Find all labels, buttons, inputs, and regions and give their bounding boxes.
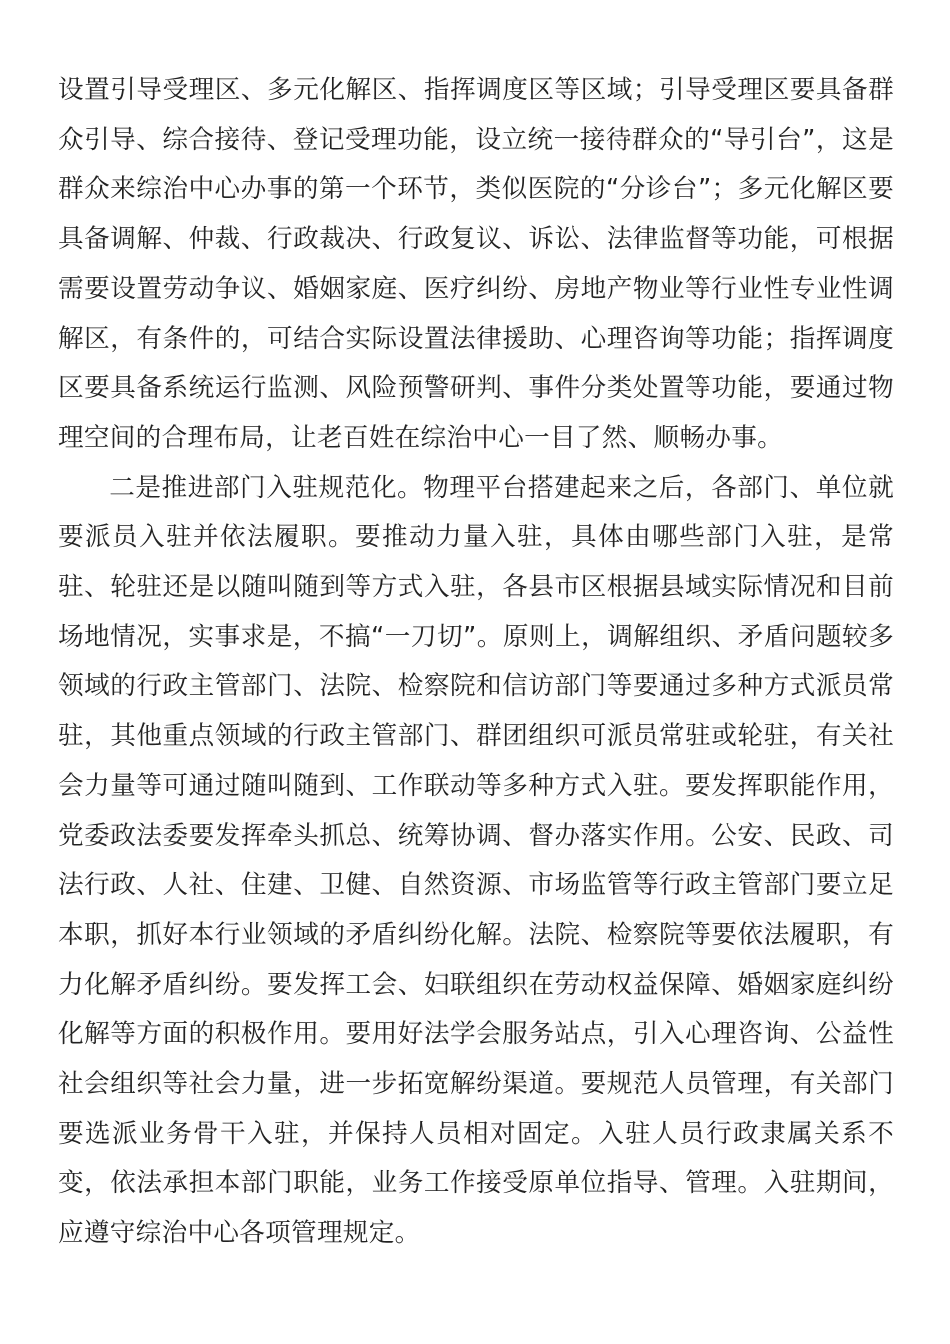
paragraph-department-entry: 二是推进部门入驻规范化。物理平台搭建起来之后，各部门、单位就要派员入驻并依法履职。要推动力量入驻，具体由哪些部门入驻，是常驻、轮驻还是以随叫随到等方式入驻，各县市区根据县域实际情况和目前场地情况，实事求是，不搞“一刀切”。原则上，调解组织、矛盾问题较多领域的行政主管部门、法院、检察院和信访部门等要通过多种方式派员常驻，其他重点领域的行政主管部门、群团组织可派员常驻或轮驻，有关社会力量等可通过随叫随到、工作联动等多种方式入驻。要发挥职能作用，党委政法委要发挥牵头抓总、统筹协调、督办落实作用。公安、民政、司法行政、人社、住建、卫健、自然资源、市场监管等行政主管部门要立足本职，抓好本行业领域的矛盾纠纷化解。法院、检察院等要依法履职，有力化解矛盾纠纷。要发挥工会、妇联组织在劳动权益保障、婚姻家庭纠纷化解等方面的积极作用。要用好法学会服务站点，引入心理咨询、公益性社会组织等社会力量，进一步拓宽解纷渠道。要规范人员管理，有关部门要选派业务骨干入驻，并保持人员相对固定。入驻人员行政隶属关系不变，依法承担本部门职能，业务工作接受原单位指导、管理。入驻期间，应遵守综治中心各项管理规定。 bbox=[58, 472, 894, 1249]
paragraph-continuation: 设置引导受理区、多元化解区、指挥调度区等区域；引导受理区要具备群众引导、综合接待、登记受理功能，设立统一接待群众的“导引台”，这是群众来综治中心办事的第一个环节，类似医院的“分诊台”；多元化解区要具备调解、仲裁、行政裁决、行政复议、诉讼、法律监督等功能，可根据需要设置劳动争议、婚姻家庭、医疗纠纷、房地产物业等行业性专业性调解区，有条件的，可结合实际设置法律援助、心理咨询等功能；指挥调度区要具备系统运行监测、风险预警研判、事件分类处置等功能，要通过物理空间的合理布局，让老百姓在综治中心一目了然、顺畅办事。 bbox=[58, 75, 894, 453]
document-body bbox=[58, 66, 894, 1259]
